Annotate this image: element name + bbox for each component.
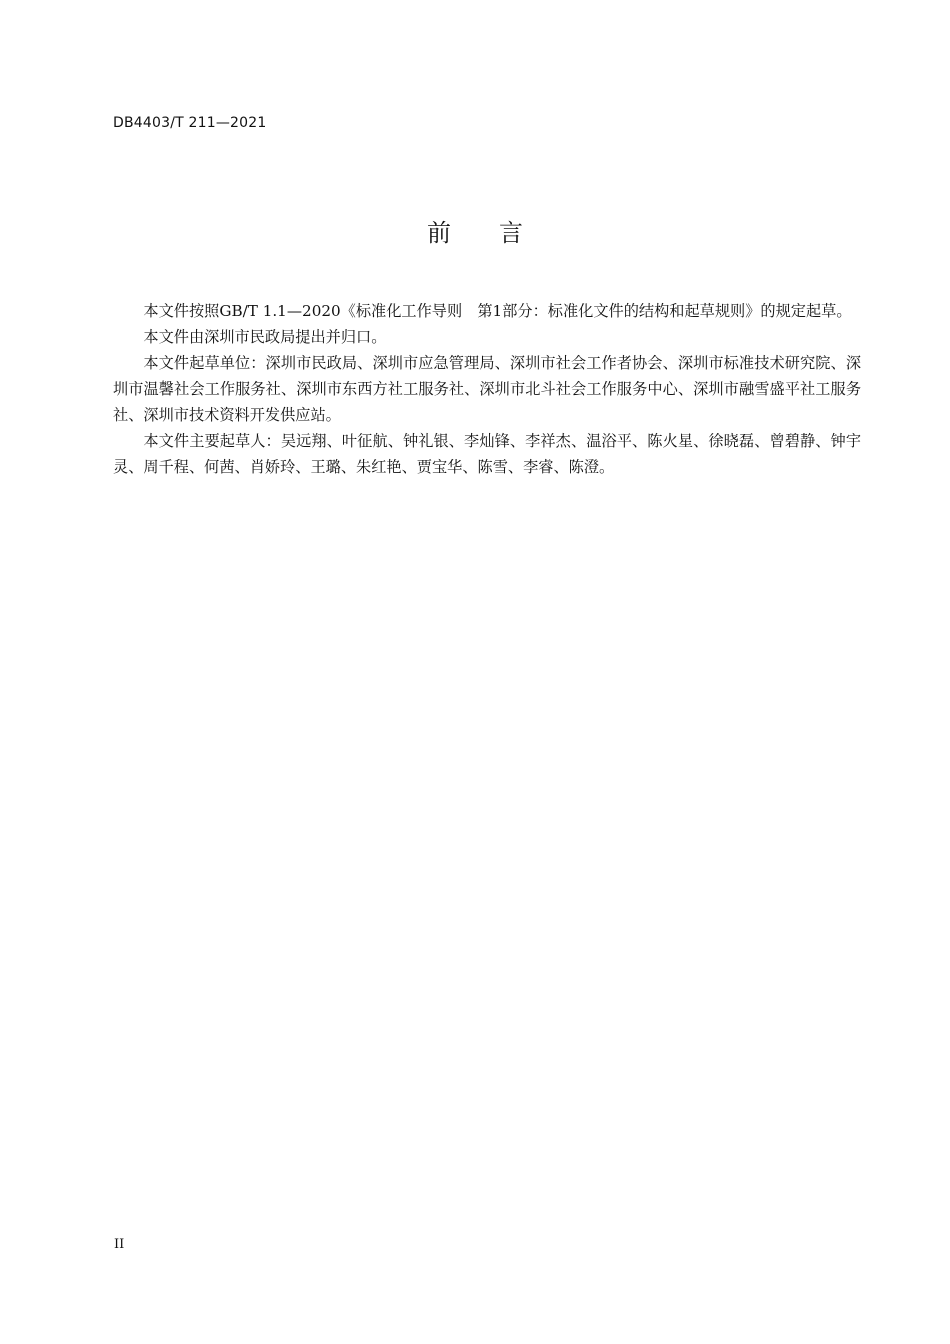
foreword-title: 前言 xyxy=(427,219,571,247)
page-number: II xyxy=(114,1237,125,1252)
foreword-body xyxy=(113,298,861,480)
paragraph-proposer: 本文件由深圳市民政局提出并归口。 xyxy=(143,328,387,346)
paragraph-drafters: 本文件主要起草人：吴远翔、叶征航、钟礼银、李灿锋、李祥杰、温浴平、陈火星、徐晓磊、曾碧静、钟宇灵、周千程、何茜、肖娇玲、王璐、朱红艳、贾宝华、陈雪、李睿、陈澄。 xyxy=(113,432,861,476)
paragraph-drafting-rules: 本文件按照GB/T 1.1—2020《标准化工作导则 第1部分：标准化文件的结构和起草规则》的规定起草。 xyxy=(143,302,852,320)
paragraph-drafting-units: 本文件起草单位：深圳市民政局、深圳市应急管理局、深圳市社会工作者协会、深圳市标准技术研究院、深圳市温馨社会工作服务社、深圳市东西方社工服务社、深圳市北斗社会工作服务中心、深圳市融雪盛平社工服务社、深圳市技术资料开发供应站。 xyxy=(113,354,861,424)
document-code: DB4403/T 211—2021 xyxy=(113,115,267,131)
